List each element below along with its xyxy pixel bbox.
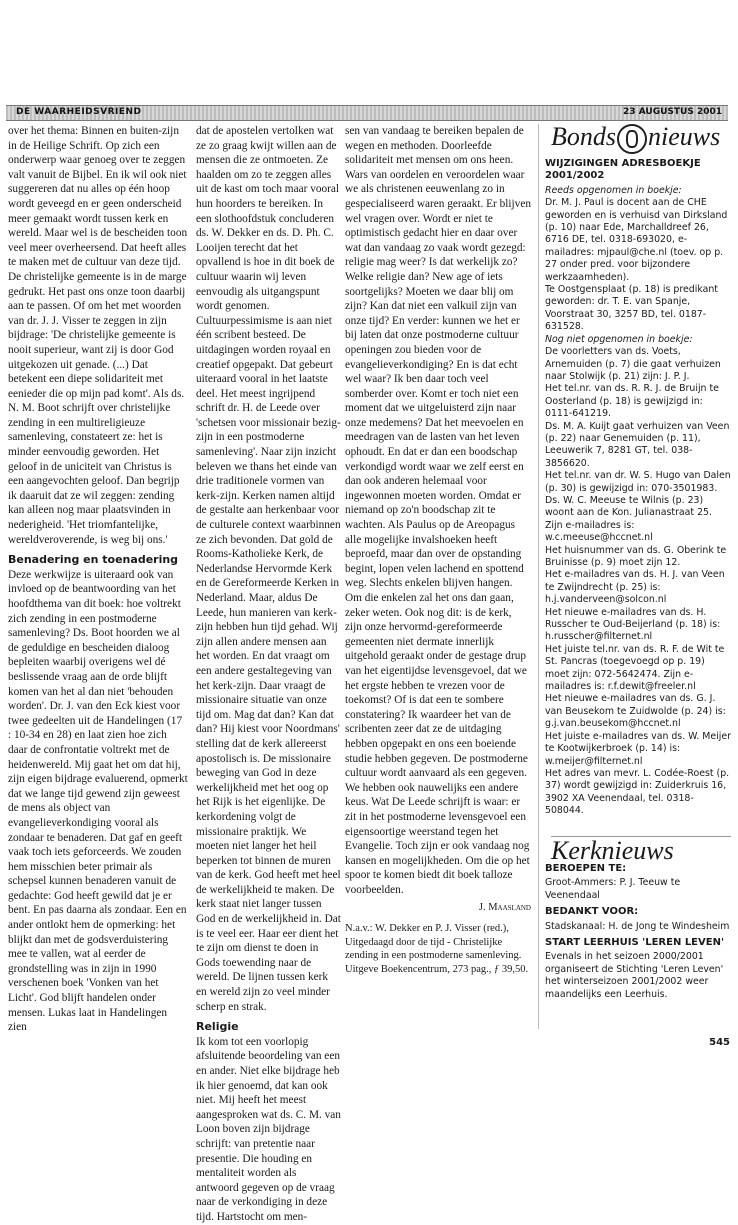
address-item: Het juiste tel.nr. van ds. R. F. de Wit te St. Pancras (toegevoegd op p. 19) moet zijn: 072-5642474. Zijn e-mailadres is: r.f.dewit@freeler.nl [545,643,725,693]
address-list [545,346,731,817]
paragraph: over het thema: Binnen en buiten-zijn in de Heilige Schrift. Op zich een onderwerp waar genoeg over te zeggen valt vanuit de Bijbel. En ik wil ook niet suggereren dat nu alles op één hoop wordt geveegd en er geen onderscheid meer gemaakt wordt tussen kerk en wereld. Maar wel is de bescheiden toon veel meer overheersend. Dat heeft alles te maken met de cultuur van deze tijd. De christelijke gemeente is in de marge gedrukt. Het past ons onze toon daarbij aan te passen. Of om het met woorden van dr. J. J. Visser te zeggen in zijn bijdrage: 'De christelijke gemeente is nooit superieur, want zij is door God uitgekozen uit genade. (...) Dat betekent een diepe solidariteit met eenieder die op mijn pad komt'. Als ds. N. M. Boot schrijft over christelijke zending in een multireligieuze samenleving, constateert ze: het is minder eenvoudig geworden. Het geloof in de uniciteit van Christus is een aangevochten geloof. Dan begrijp ik daaruit dat ze wil zeggen: zending kan alleen nog maar plaatsvinden in nederigheid. 'Het triomfantelijke, wereldveroverende, is weg bij ons.' [8,125,188,546]
address-item: Het huisnummer van ds. G. Oberink te Bruinisse (p. 9) moet zijn 12. [545,544,727,568]
paragraph: Ik kom tot een voorlopig afsluitende beoordeling van een en ander. Niet elke bijdrage heb ik hier genoemd, dat kan ook niet. Mij heeft het meest aangesproken wat ds. C. M. van Loon boven zijn bijdrage schrijft: van pretentie naar presentie. Die houding en mentaliteit worden als antwoord gegeven op de vraag naar de verkondiging in deze tijd. Hartstocht om men- [196,1035,341,1223]
address-item: Ds. M. A. Kuijt gaat verhuizen van Veen (p. 22) naar Genemuiden (p. 11), Leeuwerik 7, 8281 GT, tel. 038-3856620. [545,420,730,469]
paragraph: sen van vandaag te bereiken bepalen de wegen en methoden. Doorleefde solidariteit met mensen om ons heen. Wars van oordelen en veroordelen waar we als christenen eeuwenlang zo in gespecialiseerd waren geraakt. Er blijven wel vragen over. Wordt er niet te optimistisch gedacht hier en daar over wat dan vandaag zo vaak wordt gezegd: religie mag weer? Is dat werkelijk zo? Welke religie dan? New age of iets soortgelijks? Moeten we daar blij om zijn? Kan dat niet een valkuil zijn van onze tijd? En verder: kunnen we het er bij laten dat onze postmoderne cultuur openingen zou bieden voor de evangelieverkondiging? En is dat echt wel waar? Ik ben daar toch veel somberder over. Komt er toch niet een moment dat we uitgeluisterd zijn naar onze medemens? Dat het meevoelen en meedragen van de lasten van het leven ophoudt. En dat er dan een boodschap verkondigd wordt waar we zelf eerst en dan ook anderen helemaal voor ingewonnen moeten worden. Omdat er niemand op zo'n boodschap zit te wachten. Als Paulus op de Areopagus alle mogelijke invalshoeken heeft beproefd, maar dan over de opstanding begint, lopen velen lachend en spottend weg. Slechts enkelen blijven hangen. Om die enkelen zal het ons dan gaan, zeker weten. Ook nog dit: is de kerk, zijn onze hervormd-gereformeerde gemeenten niet dermate innerlijk uitgehold geraakt onder de gestage drup van het eigentijdse levensgevoel, dat we het ergste hebben te vrezen voor de toekomst? Of is dat een te sombere constatering? Ik waardeer het van de scribenten zeer dat ze de uitdaging hebben opgepakt en ons een boeiende studie hebben gegeven. De postmoderne cultuur wordt aanvaard als een gegeven. We hebben ook nauwelijks een andere keus. Wat De Leede schrijft is waar: er zit in het postmoderne levensgevoel een eigensoortige weerstand tegen het Evangelie. Toch zijn er ook vandaag nog kansen en mogelijkheden. Om die op het spoor te komen biedt dit boek talloze voorbeelden. [345,125,531,896]
subheading: Benadering en toenadering [8,553,179,567]
address-list [545,197,731,333]
paragraph: Deze werkwijze is uiteraard ook van invloed op de beantwoording van het hoofdthema van dit boek: hoe voltrekt zich zending in een postmoderne samenleving? Ds. Boot hoorden we al de geduldige en bescheiden dialoog bepleiten waarbij overigens wel dé beslissende vraag aan de orde blijft komen van het al dan niet 'behouden worden'. Dr. J. van den Eck kiest voor twee gedeelten uit de Handelingen (17 : 10-34 en 28) en laat zien hoe zich daar de confrontatie voltrekt met de heidenwereld. Mij gaat het om dat hij, zijn eigen bijdrage evaluerend, opmerkt dat we lange tijd gewend zijn geweest de mens als object van evangelieverkondiging vooral als zondaar te benaderen. Dat gaf en geeft vaak toch iets geforceerds. We zouden hem misschien beter primair als schepsel kunnen benaderen vanuit de gedachte: God heeft gewild dat je er bent. En pas daarna als zondaar. Een en ander ontlokt hem de opmerking: het blijkt dan met de godsverduistering mee te vallen, wat al eerder de grondstelling was in zijn in 1990 verschenen boek 'Vonken van het Licht'. God blijft handelen onder mensen. Lukas laat in Handelingen zien [8,568,188,1034]
address-item: Het adres van mevr. L. Codée-Roest (p. 37) wordt gewijzigd in: Zuiderkruis 16, 3902 XA Veenendaal, tel. 0318-508044. [545,767,730,817]
article-column-3 [345,124,531,1066]
page-number: 545 [709,1037,730,1048]
masthead: DE WAARHEIDSVRIEND [16,107,142,117]
address-item: Het nieuwe e-mailadres van ds. G. J. van Beusekom te Zuidwolde (p. 24) is: g.j.van.beusekom@hccnet.nl [545,693,726,730]
subsection-label: Nog niet opgenomen in boekje: [545,333,693,345]
section-title: BEROEPEN TE: [545,862,627,874]
address-item: Het e-mailadres van ds. H. J. van Veen te Zwijndrecht (p. 25) is: h.j.vanderveen@solcon.nl [545,569,725,606]
page-header [6,105,728,121]
emblem-icon [617,124,647,154]
kerknieuws-title: Kerknieuws [551,836,731,857]
article-column-1 [8,124,188,1066]
address-item: De voorletters van ds. Voets, Arnemuiden (p. 7) die gaat verhuizen naar Stolwijk (p. 21) zijn: J. P. J. [545,346,721,382]
section-title: START LEERHUIS 'LEREN LEVEN' [545,936,725,948]
news-item: Groot-Ammers: P. J. Teeuw te Veenendaal [545,877,681,901]
bonds-right-text: nieuws [648,121,721,151]
bondsnieuws-title [551,121,731,154]
section-title: BEDANKT VOOR: [545,906,639,918]
bonds-left-text: Bonds [551,121,616,151]
address-item: Het juiste e-mailadres van ds. W. Meijer te Kootwijkerbroek (p. 14) is: w.meijer@filternet.nl [545,730,731,767]
column-divider [538,124,539,1029]
address-item: Dr. M. J. Paul is docent aan de CHE geworden en is verhuisd van Dirksland (p. 10) naar Ede, Marchalldreef 26, 6716 DE, tel. 0318-693020, e-mailadres: mjpaul@che.nl (toev. op p. 27 onder pred. voor bijzondere werkzaamheden). [545,197,728,283]
article-column-2 [196,124,341,1223]
sidebar-news [545,121,731,1054]
section-title: WIJZIGINGEN ADRESBOEKJE 2001/2002 [545,158,701,182]
address-item: Te Oostgensplaat (p. 18) is predikant geworden: dr. T. E. van Spanje, Voorstraat 30, 3257 BD, tel. 0187-631528. [545,284,718,333]
address-item: Ds. W. C. Meeuse te Wilnis (p. 23) woont aan de Kon. Julianastraat 25. Zijn e-mailadres is: w.c.meeuse@hccnet.nl [545,494,712,544]
paragraph: dat de apostelen vertolken wat ze zo graag kwijt willen aan de mensen die ze ontmoeten. Ze haalden om zo te zeggen alles uit de kast om toch maar vooral hun hoorders te bereiken. In een slothoofdstuk concluderen ds. W. Dekker en ds. D. Ph. C. Looijen terecht dat het opvallend is hoe in dit boek de cultuur waarin wij leven eenvoudig als uitgangspunt wordt genomen. Cultuurpessimisme is aan niet één scribent besteed. De uitdagingen worden royaal en creatief opgepakt. Dat gebeurt uiteraard vooral in het laatste deel. Het meest ingrijpend schrift dr. H. de Leede over 'schetsen voor missionair bezig-zijn in een postmoderne samenleving'. Naar zijn inzicht beleven we thans het einde van drie traditionele vormen van kerk-zijn. Kerken namen altijd de gestalte aan herkenbaar voor de culturele context waarbinnen ze zich bevonden. Dat gold de Rooms-Katholieke Kerk, de Nederlandse Hervormde Kerk en de Gereformeerde Kerken in Nederland. Maar, aldus De Leede, hun manieren van kerk-zijn hebben hun tijd gehad. Wij zijn allen andere mensen aan het worden. En dat vraagt om een andere gestaltegeving van het kerk-zijn. Daar vraagt de missionaire situatie van onze tijd om. Mag dat dan? Kan dat dan? Hij kiest voor Noordmans' stelling dat de kerk allereerst apostolisch is. De missionaire beweging van God in deze werkelijkheid met het oog op het Rijk is het eigenlijke. De kerkordening volgt de missionaire praktijk. We moeten niet langer het heil beperken tot binnen de muren van de kerk. God heeft met heel de werkelijkheid te maken. De kerk staat niet langer tussen God en de werkelijkheid in. Dat is te veel eer. Haar eer dient het te zijn om dienst te doen in Gods toewending naar de wereld. De lijnen tussen kerk en wereld zijn zo veel minder scherp en strak. [196,125,341,1013]
news-item: Evenals in het seizoen 2000/2001 organiseert de Stichting 'Leren Leven' het winterseizoen 2001/2002 weer maandelijks een Leerhuis. [545,951,724,1000]
address-item: Het tel.nr. van dr. W. S. Hugo van Dalen (p. 30) is gewijzigd in: 070-3501983. [545,470,731,494]
subheading: Religie [196,1020,239,1034]
subsection-label: Reeds opgenomen in boekje: [545,184,682,196]
address-item: Het tel.nr. van ds. R. R. J. de Bruijn te Oosterland (p. 18) is gewijzigd in: 0111-641219. [545,383,719,420]
issue-date: 23 AUGUSTUS 2001 [623,107,722,117]
news-item: Stadskanaal: H. de Jong te Windesheim [545,920,730,932]
book-reference: N.a.v.: W. Dekker en P. J. Visser (red.), Uitgedaagd door de tijd - Christelijke zending in een postmoderne samenleving. Uitgeve Boekencentrum, 273 pag., ƒ 39,50. [345,923,529,975]
author-signature: J. Maasland [478,902,531,914]
address-item: Het nieuwe e-mailadres van ds. H. Russcher te Oud-Beijerland (p. 18) is: h.russcher@filternet.nl [545,606,721,643]
